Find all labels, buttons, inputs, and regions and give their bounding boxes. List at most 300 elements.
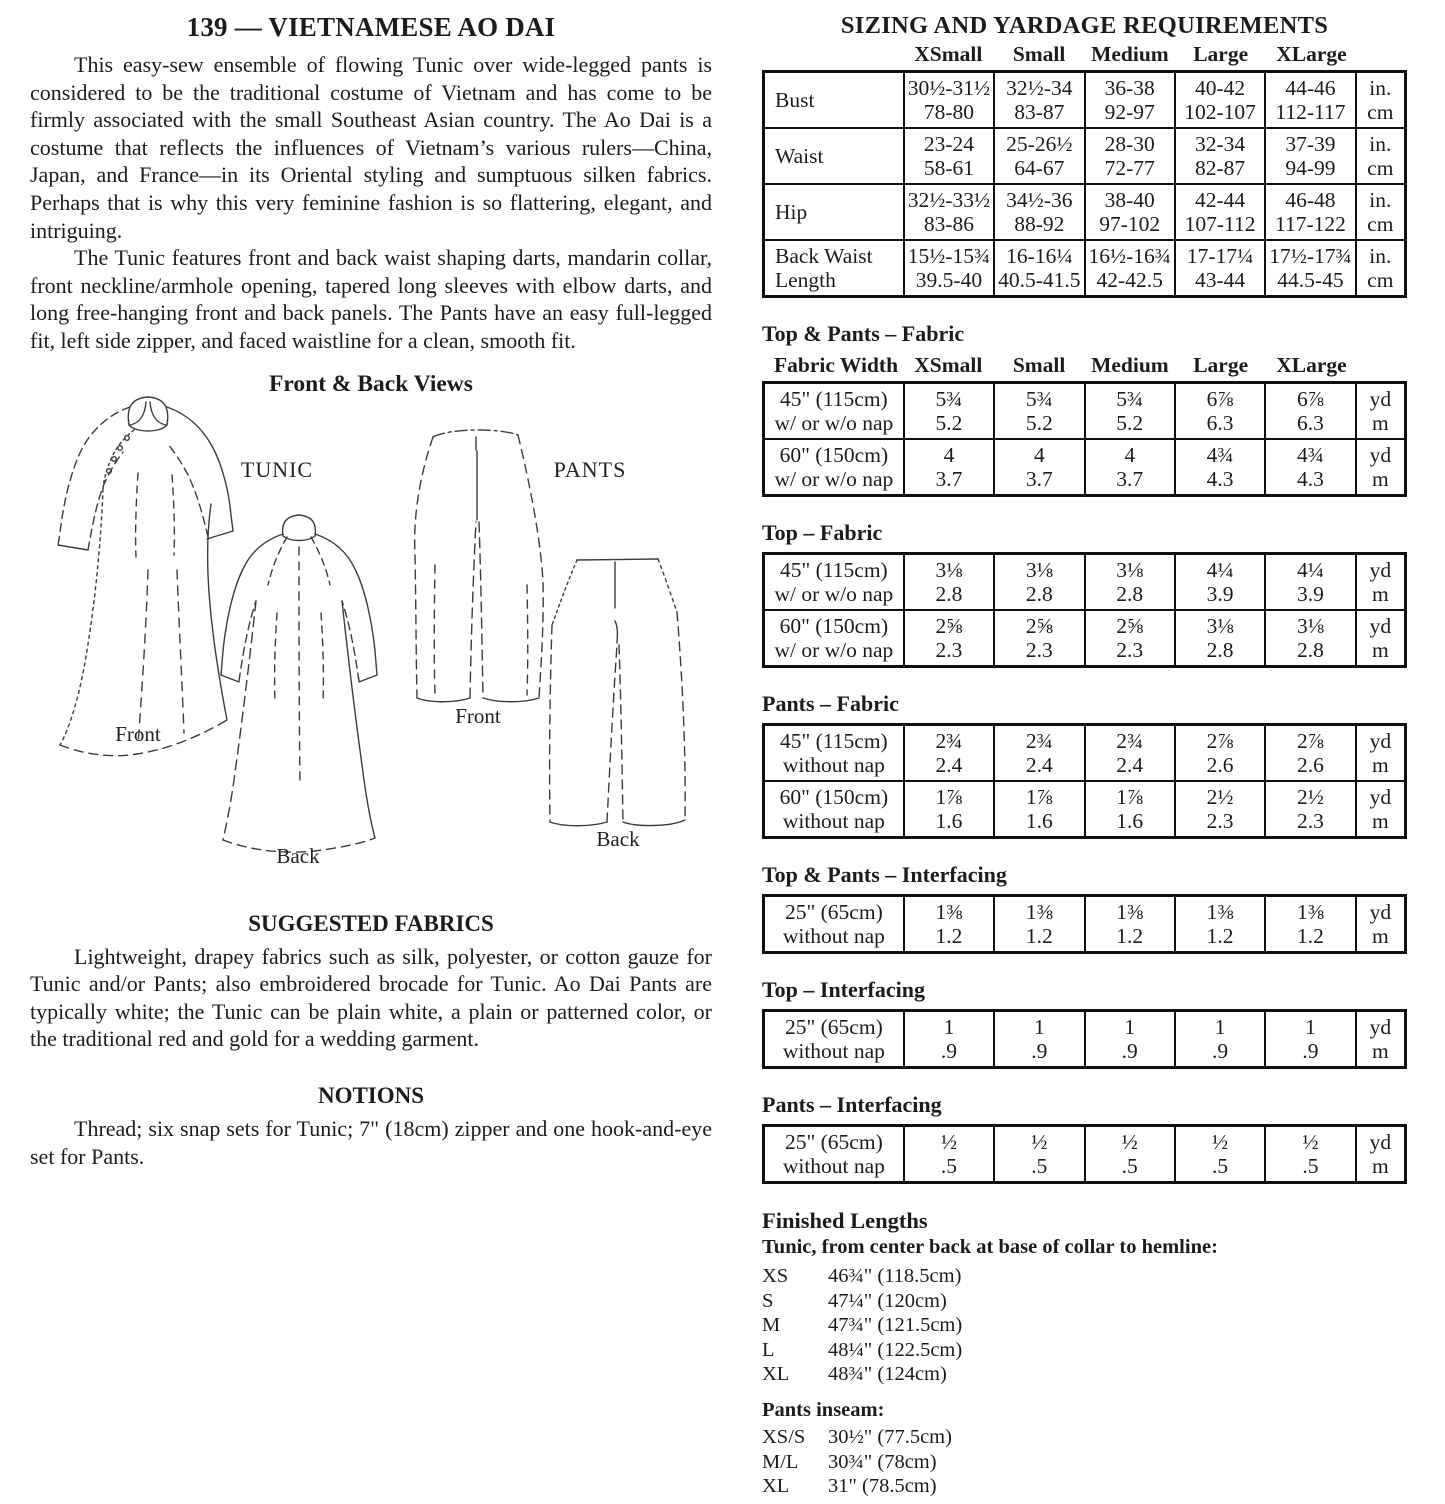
value-bottom: 2.3 <box>1206 809 1234 833</box>
value-top: 2⅝ <box>1116 614 1144 638</box>
value-cell <box>1265 610 1355 667</box>
pants-front-label: Front <box>455 703 501 728</box>
finished-lengths-section <box>762 1208 1407 1499</box>
value-top: 6⅞ <box>1206 387 1234 411</box>
row-label-line: 60" (150cm) <box>779 443 889 467</box>
value-top: 17½-17¾ <box>1269 244 1352 268</box>
value-cell <box>994 554 1084 611</box>
value-bottom: 2.3 <box>1025 638 1053 662</box>
size-column-header: Medium <box>1091 353 1169 377</box>
sizing-yardage-heading: SIZING AND YARDAGE REQUIREMENTS <box>840 12 1329 39</box>
value-cell <box>904 896 994 953</box>
value-cell <box>1085 184 1175 240</box>
value-cell <box>1175 184 1265 240</box>
value-top: 5¾ <box>1116 387 1144 411</box>
value-bottom: 2.3 <box>1116 638 1144 662</box>
row-label-cell <box>764 184 904 240</box>
unit-bottom: m <box>1371 411 1389 435</box>
pants-inseam-row-value: 31" (78.5cm) <box>828 1475 937 1498</box>
yardage-table <box>762 1009 1407 1069</box>
value-cell <box>994 240 1084 297</box>
size-column-header: Large <box>1193 353 1249 377</box>
unit-top: yd <box>1369 614 1392 638</box>
value-cell <box>904 610 994 667</box>
row-label-line: without nap <box>782 753 885 777</box>
row-label-cell <box>764 383 904 440</box>
tunic-length-row-size: L <box>762 1338 775 1361</box>
value-bottom: 2.6 <box>1297 753 1324 777</box>
table-row <box>764 439 1406 496</box>
unit-bottom: m <box>1371 1154 1389 1178</box>
unit-column-header <box>1357 353 1407 381</box>
unit-top: yd <box>1369 1015 1392 1039</box>
value-bottom: .9 <box>1121 1039 1138 1063</box>
yardage-section-heading: Top – Fabric <box>762 520 883 545</box>
garment-line-drawings <box>30 385 710 895</box>
pants-back-drawing <box>550 559 686 826</box>
row-label-line: 25" (65cm) <box>785 900 883 924</box>
unit-cell <box>1356 610 1406 667</box>
size-column-header: XSmall <box>914 42 983 66</box>
unit-bottom: m <box>1371 467 1389 491</box>
row-label-cell <box>764 896 904 953</box>
value-top: 16-16¼ <box>1006 244 1073 268</box>
pants-inseam-row <box>762 1474 1407 1499</box>
value-bottom: .9 <box>1212 1039 1229 1063</box>
table-row <box>764 240 1406 297</box>
value-top: 28-30 <box>1104 132 1155 156</box>
row-label-cell <box>764 610 904 667</box>
value-cell <box>1085 1011 1175 1068</box>
value-bottom: 43-44 <box>1194 268 1246 292</box>
value-cell <box>1085 240 1175 297</box>
yardage-table <box>762 723 1407 839</box>
value-top: 3⅛ <box>1297 614 1324 638</box>
value-bottom: 42-42.5 <box>1096 268 1163 292</box>
value-bottom: 1.6 <box>935 809 963 833</box>
value-top: 1⅜ <box>935 900 963 924</box>
finished-lengths-heading: Finished Lengths <box>762 1208 928 1233</box>
value-cell <box>994 439 1084 496</box>
pants-inseam-heading: Pants inseam: <box>762 1398 885 1421</box>
body-measurement-table-slot <box>762 70 1407 298</box>
yardage-section-heading: Top & Pants – Interfacing <box>762 862 1007 887</box>
unit-column-header <box>1357 42 1407 70</box>
value-top: 5¾ <box>1025 387 1053 411</box>
value-top: 40-42 <box>1194 76 1246 100</box>
value-bottom: 44.5-45 <box>1277 268 1344 292</box>
value-bottom: 3.7 <box>935 467 963 491</box>
value-cell <box>1175 610 1265 667</box>
value-top: 3⅛ <box>935 558 963 582</box>
tunic-length-row-value: 46¾" (118.5cm) <box>828 1265 962 1287</box>
row-label-cell <box>764 781 904 838</box>
value-cell <box>1175 896 1265 953</box>
value-bottom: 2.4 <box>935 753 963 777</box>
size-header-row <box>762 42 1407 70</box>
views-heading: Front & Back Views <box>269 370 473 397</box>
table-row <box>764 72 1406 129</box>
row-label-cell <box>764 725 904 782</box>
value-top: 38-40 <box>1104 188 1155 212</box>
row-label-line: w/ or w/o nap <box>774 411 894 435</box>
value-top: 1⅞ <box>1025 785 1053 809</box>
value-top: 23-24 <box>923 132 975 156</box>
value-bottom: 117-122 <box>1275 212 1346 236</box>
value-top: 5¾ <box>935 387 963 411</box>
value-cell <box>1265 1126 1355 1183</box>
value-cell <box>1175 781 1265 838</box>
row-label-cell <box>764 128 904 184</box>
value-top: 1⅞ <box>935 785 963 809</box>
value-top: 25-26½ <box>1006 132 1073 156</box>
value-top: 2⅞ <box>1206 729 1234 753</box>
tunic-length-row <box>762 1338 1407 1363</box>
row-label-line: without nap <box>782 1154 885 1178</box>
value-bottom: 102-107 <box>1184 100 1256 124</box>
value-bottom: 1.2 <box>1116 924 1144 948</box>
value-bottom: .9 <box>940 1039 957 1063</box>
value-cell <box>904 554 994 611</box>
unit-top: yd <box>1369 387 1392 411</box>
value-bottom: 3.7 <box>1116 467 1144 491</box>
value-cell <box>1085 1126 1175 1183</box>
yardage-section-heading: Top & Pants – Fabric <box>762 321 965 346</box>
value-bottom: 6.3 <box>1206 411 1234 435</box>
value-cell <box>904 184 994 240</box>
row-label-cell <box>764 1011 904 1068</box>
value-bottom: 5.2 <box>1116 411 1144 435</box>
row-label-line: 45" (115cm) <box>780 729 888 753</box>
value-bottom: 92-97 <box>1104 100 1155 124</box>
right-column <box>762 10 1407 1499</box>
value-bottom: 2.3 <box>1297 809 1324 833</box>
intro-paragraph-1: This easy-sew ensemble of flowing Tunic over wide-legged pants is considered to be the traditional costume of Vietnam and has come to be firmly associated with the small Southeast Asian country. The Ao Dai is a costume that reflects the influences of Vietnam’s various rulers—China, Japan, and France—in its Oriental styling and sumptuous silken fabrics. Perhaps that is why this very feminine fashion is so flattering, elegant, and intriguing. <box>30 52 712 243</box>
value-cell <box>1265 896 1355 953</box>
value-cell <box>904 1011 994 1068</box>
value-top: 15½-15¾ <box>907 244 991 268</box>
value-cell <box>1265 128 1355 184</box>
value-bottom: 3.9 <box>1297 582 1324 606</box>
tunic-length-row-size: XL <box>762 1363 790 1386</box>
value-cell <box>1175 1011 1265 1068</box>
value-bottom: 1.2 <box>1206 924 1234 948</box>
value-top: 2¾ <box>935 729 963 753</box>
value-bottom: 64-67 <box>1014 156 1065 180</box>
table-row <box>764 1126 1406 1183</box>
column-header-label <box>762 42 903 70</box>
value-top: 1 <box>1214 1015 1226 1039</box>
value-bottom: .5 <box>1031 1154 1048 1178</box>
value-bottom: .5 <box>1121 1154 1138 1178</box>
value-top: 4¾ <box>1297 443 1324 467</box>
unit-cell <box>1356 896 1406 953</box>
pants-inseam-row-size: M/L <box>762 1450 799 1473</box>
value-top: 46-48 <box>1285 188 1336 212</box>
value-bottom: 83-86 <box>923 212 975 236</box>
value-top: 1⅞ <box>1116 785 1144 809</box>
value-cell <box>1085 554 1175 611</box>
value-cell <box>1265 554 1355 611</box>
unit-bottom: m <box>1371 924 1389 948</box>
yardage-table <box>762 381 1407 497</box>
row-label-line: Back Waist <box>775 244 873 268</box>
value-top: 4 <box>1033 443 1045 467</box>
table-row <box>764 184 1406 240</box>
unit-top: in. <box>1369 132 1392 156</box>
value-cell <box>1175 554 1265 611</box>
column-header-row <box>762 42 1407 70</box>
unit-bottom: m <box>1371 638 1389 662</box>
value-bottom: 94-99 <box>1285 156 1336 180</box>
pants-inseam-list <box>762 1425 1407 1499</box>
yardage-table <box>762 1124 1407 1184</box>
front-back-views-figure <box>30 363 712 897</box>
column-header-label: Fabric Width <box>774 353 899 377</box>
value-cell <box>1175 1126 1265 1183</box>
value-top: ½ <box>1212 1130 1229 1154</box>
intro-paragraph-2: The Tunic features front and back waist shaping darts, mandarin collar, front neckline/armhole opening, tapered long sleeves with elbow darts, and long free-hanging front and back panels. The Pants have an easy full-legged fit, left side zipper, and faced waistline for a clean, smooth fit. <box>30 245 712 353</box>
row-label-line: Waist <box>775 144 824 168</box>
value-bottom: 2.6 <box>1206 753 1234 777</box>
value-bottom: 1.6 <box>1116 809 1144 833</box>
row-label-line: 25" (65cm) <box>785 1130 883 1154</box>
tunic-back-label: Back <box>276 843 320 868</box>
value-bottom: 1.2 <box>1297 924 1324 948</box>
row-label-line: without nap <box>782 924 885 948</box>
value-top: 2¾ <box>1116 729 1144 753</box>
unit-cell <box>1356 725 1406 782</box>
value-bottom: 1.6 <box>1025 809 1053 833</box>
value-cell <box>904 439 994 496</box>
suggested-fabrics-body: Lightweight, drapey fabrics such as silk, polyester, or cotton gauze for Tunic and/or Pants; also embroidered brocade for Tunic. Ao Dai Pants are typically white; the Tunic can be plain white, a plain or patterned color, or the traditional red and gold for a wedding garment. <box>30 943 712 1052</box>
value-top: 3⅛ <box>1206 614 1234 638</box>
tunic-front-drawing <box>58 397 233 756</box>
value-bottom: 2.8 <box>1025 582 1053 606</box>
row-label-line: 60" (150cm) <box>779 614 889 638</box>
unit-bottom: cm <box>1367 100 1394 124</box>
value-top: ½ <box>940 1130 957 1154</box>
row-label-line: without nap <box>782 1039 885 1063</box>
value-bottom: .9 <box>1031 1039 1048 1063</box>
value-bottom: .5 <box>1302 1154 1319 1178</box>
table-row <box>764 128 1406 184</box>
row-label-cell <box>764 1126 904 1183</box>
value-cell <box>1085 896 1175 953</box>
value-top: 30½-31½ <box>907 76 991 100</box>
value-top: 37-39 <box>1285 132 1336 156</box>
value-top: 6⅞ <box>1297 387 1324 411</box>
row-label-line: w/ or w/o nap <box>774 582 894 606</box>
table-row <box>764 383 1406 440</box>
tunic-length-row-size: M <box>762 1314 781 1337</box>
value-bottom: 97-102 <box>1099 212 1161 236</box>
value-bottom: 40.5-41.5 <box>998 268 1081 292</box>
value-top: 2⅝ <box>1025 614 1053 638</box>
size-column-header: XSmall <box>914 353 983 377</box>
unit-top: yd <box>1369 443 1392 467</box>
value-cell <box>904 240 994 297</box>
yardage-section-heading: Pants – Fabric <box>762 691 899 716</box>
value-top: 2⅞ <box>1297 729 1324 753</box>
suggested-fabrics-heading: SUGGESTED FABRICS <box>248 910 494 936</box>
unit-top: yd <box>1369 900 1392 924</box>
value-top: 32½-34 <box>1006 76 1073 100</box>
tunic-length-row-value: 48¼" (122.5cm) <box>828 1338 963 1361</box>
value-top: 4¼ <box>1206 558 1234 582</box>
unit-cell <box>1356 72 1406 129</box>
unit-bottom: cm <box>1367 268 1394 292</box>
value-top: ½ <box>1302 1130 1319 1154</box>
pants-back-label: Back <box>596 826 640 851</box>
row-label-line: 45" (115cm) <box>780 387 888 411</box>
value-cell <box>994 128 1084 184</box>
value-cell <box>994 1011 1084 1068</box>
row-label-line: 25" (65cm) <box>785 1015 883 1039</box>
unit-bottom: m <box>1371 753 1389 777</box>
value-cell <box>1085 439 1175 496</box>
value-top: 4 <box>1124 443 1136 467</box>
value-cell <box>1085 610 1175 667</box>
tunic-length-row <box>762 1313 1407 1338</box>
tunic-length-row-value: 47¾" (121.5cm) <box>828 1314 963 1337</box>
value-bottom: 2.8 <box>935 582 963 606</box>
value-bottom: 2.8 <box>1297 638 1324 662</box>
value-cell <box>904 1126 994 1183</box>
pants-inseam-row <box>762 1425 1407 1450</box>
value-cell <box>904 72 994 129</box>
tunic-front-label: Front <box>115 721 161 746</box>
pants-inseam-row <box>762 1450 1407 1475</box>
value-top: 36-38 <box>1104 76 1155 100</box>
value-bottom: 2.8 <box>1116 582 1144 606</box>
value-bottom: 4.3 <box>1206 467 1234 491</box>
row-label-cell <box>764 554 904 611</box>
value-cell <box>1265 439 1355 496</box>
tunic-back-drawing <box>221 515 377 852</box>
value-cell <box>1265 1011 1355 1068</box>
value-cell <box>994 383 1084 440</box>
value-top: 16½-16¾ <box>1088 244 1171 268</box>
value-top: 32½-33½ <box>907 188 991 212</box>
value-bottom: 6.3 <box>1297 411 1324 435</box>
unit-top: in. <box>1369 244 1392 268</box>
yardage-section-heading: Pants – Interfacing <box>762 1092 942 1117</box>
value-cell <box>1085 128 1175 184</box>
row-label-line: w/ or w/o nap <box>774 467 894 491</box>
table-row <box>764 896 1406 953</box>
value-cell <box>994 781 1084 838</box>
value-top: 1 <box>1305 1015 1316 1039</box>
column-header-row <box>762 353 1407 381</box>
value-bottom: 78-80 <box>923 100 975 124</box>
value-cell <box>1175 240 1265 297</box>
value-bottom: 1.2 <box>935 924 963 948</box>
row-label-line: Bust <box>775 88 815 112</box>
value-bottom: 2.4 <box>1116 753 1144 777</box>
value-top: 42-44 <box>1194 188 1246 212</box>
value-cell <box>1265 725 1355 782</box>
value-cell <box>994 184 1084 240</box>
tunic-length-row <box>762 1264 1407 1289</box>
value-top: 1⅜ <box>1116 900 1144 924</box>
row-label-line: without nap <box>782 809 885 833</box>
unit-top: yd <box>1369 729 1392 753</box>
row-label-cell <box>764 72 904 129</box>
unit-cell <box>1356 781 1406 838</box>
value-bottom: .9 <box>1302 1039 1319 1063</box>
pants-inseam-row-size: XS/S <box>762 1425 806 1448</box>
value-cell <box>904 128 994 184</box>
value-cell <box>904 725 994 782</box>
value-top: 2⅝ <box>935 614 963 638</box>
left-column <box>30 10 712 1499</box>
value-top: 2½ <box>1206 785 1234 809</box>
value-cell <box>1175 383 1265 440</box>
value-bottom: 3.9 <box>1206 582 1234 606</box>
unit-cell <box>1356 184 1406 240</box>
unit-bottom: m <box>1371 809 1389 833</box>
value-top: 3⅛ <box>1025 558 1053 582</box>
value-top: 32-34 <box>1194 132 1246 156</box>
value-bottom: 1.2 <box>1025 924 1053 948</box>
pants-front-drawing <box>415 430 544 702</box>
value-top: ½ <box>1121 1130 1138 1154</box>
pants-inseam-row-size: XL <box>762 1475 790 1498</box>
value-top: 1⅜ <box>1025 900 1053 924</box>
body-measurement-table <box>762 70 1407 298</box>
size-column-header: Medium <box>1091 42 1169 66</box>
value-cell <box>1265 781 1355 838</box>
value-cell <box>994 72 1084 129</box>
tunic-length-row <box>762 1289 1407 1314</box>
value-top: 34½-36 <box>1006 188 1073 212</box>
value-bottom: 3.7 <box>1025 467 1053 491</box>
value-top: 1 <box>1124 1015 1136 1039</box>
value-cell <box>1265 240 1355 297</box>
pants-inseam-row-value: 30½" (77.5cm) <box>828 1425 952 1448</box>
pants-caption: PANTS <box>553 456 627 482</box>
unit-bottom: m <box>1371 1039 1389 1063</box>
value-bottom: 2.3 <box>935 638 963 662</box>
unit-cell <box>1356 240 1406 297</box>
value-cell <box>904 383 994 440</box>
value-top: 44-46 <box>1285 76 1336 100</box>
row-label-line: 60" (150cm) <box>779 785 889 809</box>
value-cell <box>994 725 1084 782</box>
value-bottom: 5.2 <box>935 411 963 435</box>
value-bottom: 4.3 <box>1297 467 1324 491</box>
value-bottom: .5 <box>1212 1154 1229 1178</box>
size-column-header: Small <box>1012 42 1066 66</box>
notions-body: Thread; six snap sets for Tunic; 7" (18cm) zipper and one hook-and-eye set for Pants. <box>30 1115 712 1169</box>
unit-bottom: m <box>1371 582 1389 606</box>
value-cell <box>1085 72 1175 129</box>
unit-bottom: cm <box>1367 156 1394 180</box>
unit-top: yd <box>1369 558 1392 582</box>
row-label-line: 45" (115cm) <box>780 558 888 582</box>
value-bottom: .5 <box>940 1154 957 1178</box>
tunic-lengths-list <box>762 1264 1407 1387</box>
row-label-line: Hip <box>775 200 808 224</box>
value-cell <box>1175 128 1265 184</box>
value-cell <box>1175 439 1265 496</box>
unit-cell <box>1356 128 1406 184</box>
unit-top: in. <box>1369 76 1392 100</box>
value-bottom: 112-117 <box>1275 100 1346 124</box>
value-top: 1⅜ <box>1297 900 1324 924</box>
unit-top: yd <box>1369 785 1392 809</box>
